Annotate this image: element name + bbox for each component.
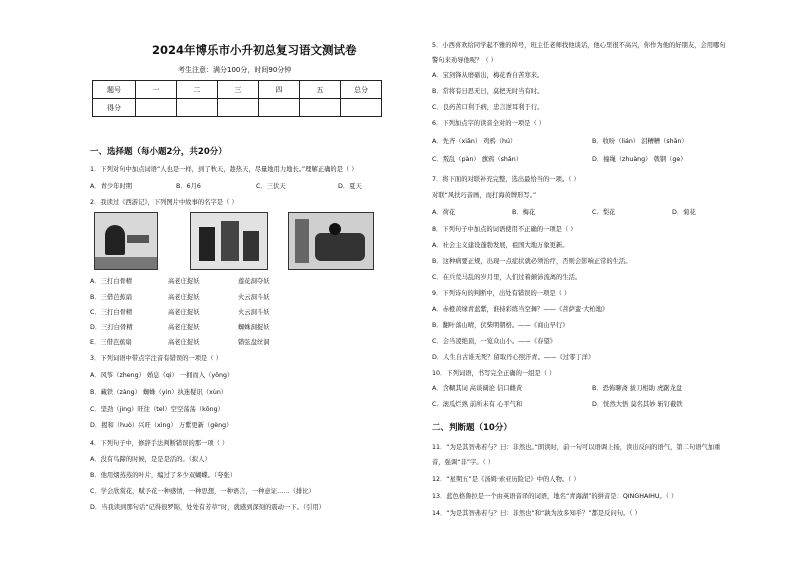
q10-stem: 10．下列词语，书写完全正确的一组是（ ） bbox=[432, 370, 556, 377]
illustration-3 bbox=[288, 212, 374, 270]
q7-option: B．梅花 bbox=[512, 209, 536, 216]
score-header-cell: 题号 bbox=[93, 81, 136, 99]
score-header-row bbox=[93, 81, 382, 99]
judge-item: 音，强调“非”字。（ ） bbox=[432, 459, 495, 466]
q2-stem: 2．我读过《西游记》，下列图片中故事的名字是（ ） bbox=[90, 199, 238, 206]
q10-option: D．恍然大悟 莫名其妙 斩钉截铁 bbox=[592, 401, 683, 408]
judge-item: 13．蓝色格鲁拉是一个由英语音译的词语，地名“青海湖”的拼音是：QINGHAIHU。（ ） bbox=[432, 493, 678, 500]
judge-item: 12．“星期五”是《汤姆·索亚历险记》中的人物。（ ） bbox=[432, 476, 580, 483]
q4-option: B．他用烟蒸蒸的叶片，编过了多少双蝴蝶。（夸张） bbox=[90, 472, 236, 479]
judge-item: 11．“为是其智弗若与？曰：非然也。”朗读时，前一句可以语调上扬，读出反问的语气，第二句语气加重 bbox=[432, 444, 721, 451]
score-input-cell[interactable] bbox=[341, 99, 382, 117]
q1-option: A．青少年时期 bbox=[90, 183, 133, 190]
judge-item: 14．“为是其智弗若与？曰：非然也”和“孰为汝多知乎？”都是反问句。（ ） bbox=[432, 510, 641, 517]
q2-option: 火云洞斗妖 bbox=[238, 309, 270, 316]
q9-option: C．会当凌绝顶，一览众山小。——《春望》 bbox=[432, 338, 557, 345]
page-title: 2024年博乐市小升初总复习语文测试卷 bbox=[152, 43, 357, 57]
q5-option: B．常将有日思无日，莫把无时当有时。 bbox=[432, 88, 544, 95]
score-header-cell: 四 bbox=[259, 81, 300, 99]
q9-option: A．赤橙黄绿青蓝紫，谁持彩练当空舞？——《菩萨蛮·大柏地》 bbox=[432, 306, 609, 313]
q1-stem: 1．下列对句中加点词语“人也是一样，到了秋天，趁热天，尽量地用力地长。”理解正确的是（ ） bbox=[90, 166, 358, 173]
exam-notice: 考生注意：满分100分，时间90分钟 bbox=[178, 66, 292, 74]
score-input-cell[interactable] bbox=[177, 99, 218, 117]
q2-option: 高老庄捉妖 bbox=[168, 309, 200, 316]
score-input-cell[interactable] bbox=[218, 99, 259, 117]
q6-option: D．撞绳（zhuàng） 戟钢（ge） bbox=[592, 156, 687, 163]
q5-option: C．良药苦口利于病，忠言逆耳利于行。 bbox=[432, 104, 544, 111]
illustration-2 bbox=[190, 212, 268, 270]
q5-stem: 5．小西喜欢给同学起不雅的绰号，班主任老师找他谈话，他心里很不高兴，你作为他的好朋友，会用哪句 bbox=[432, 42, 726, 49]
score-input-cell[interactable] bbox=[259, 99, 300, 117]
q3-option: A．风筝（zheng） 婚息（qi） 一拥而入（yōng） bbox=[90, 372, 234, 379]
score-input-cell[interactable] bbox=[136, 99, 177, 117]
q2-option: 高老庄捉妖 bbox=[168, 324, 200, 331]
q10-option: B．恐怖聊斋 拔刀相助 虎踞龙盘 bbox=[592, 385, 683, 392]
score-row-label: 得分 bbox=[93, 99, 136, 117]
q10-option: C．滚瓜烂熟 前所未有 心平气和 bbox=[432, 401, 523, 408]
q4-option: D．当我读到那句话“记得很罗锦，处处有芳草”时，就感到深刻的震动一下。（引用） bbox=[90, 504, 325, 511]
q1-option: B．6月6 bbox=[176, 183, 201, 190]
q8-option: B．这种病要正规，出现一点症状就必须治疗，否则会影响正常的生活。 bbox=[432, 258, 632, 265]
q3-option: B．藏铁（zàng） 蜘蛛（yin）执迷疑讯（xùn） bbox=[90, 389, 228, 396]
q9-stem: 9．下列诗句的判断中，出处有错误的一项是（ ） bbox=[432, 290, 571, 297]
score-header-cell: 二 bbox=[177, 81, 218, 99]
q7-stem: 7．将下面的对联补充完整，选出最恰当的一项。（ ） bbox=[432, 176, 580, 183]
q1-option: C．三伏天 bbox=[256, 183, 286, 190]
q7-option: D．菊花 bbox=[672, 209, 696, 216]
q2-option: 蜘蛛洞捉妖 bbox=[238, 324, 270, 331]
q6-option: B．收吩（lián） 泪糟糟（shān） bbox=[592, 138, 688, 145]
q5-option: A．宝剑锋从磨砺出，梅花香自苦寒来。 bbox=[432, 72, 544, 79]
q2-option: 高老庄捉妖 bbox=[168, 278, 200, 285]
q8-option: C．在兵荒马乱的岁月里，人们过着颠沛流离的生活。 bbox=[432, 274, 582, 281]
q6-stem: 6．下列加点字的读音全对的一项是（ ） bbox=[432, 120, 546, 127]
q7-stem-line2: 对联“风扶巧音画，而打海黄牌形写。” bbox=[432, 192, 537, 199]
q3-stem: 3．下列词语中带点字注音有错误的一项是（ ） bbox=[90, 355, 222, 362]
q2-option: 高老庄捉妖 bbox=[168, 294, 200, 301]
q2-option: A．三打白骨精 bbox=[90, 278, 133, 285]
q4-stem: 4．下列句子中，修辞手法判断错误的那一项（ ） bbox=[90, 440, 229, 447]
score-header-cell: 五 bbox=[300, 81, 341, 99]
section2-title: 二、判断题（10分） bbox=[432, 423, 512, 433]
score-header-cell: 一 bbox=[136, 81, 177, 99]
q5-stem-line2: 警句来劝导他呢？（ ） bbox=[432, 57, 497, 64]
q9-option: D．人生自古谁无死？留取丹心照汗青。——《过零丁洋》 bbox=[432, 354, 595, 361]
score-header-cell: 总分 bbox=[341, 81, 382, 99]
q2-option: D．三打白骨精 bbox=[90, 324, 133, 331]
q2-option: C．三打白骨精 bbox=[90, 309, 133, 316]
q2-option: 错弦盘丝洞 bbox=[238, 339, 270, 346]
q2-option: B．三借芭蕉扇 bbox=[90, 294, 133, 301]
q2-option: 高老庄捉妖 bbox=[168, 339, 200, 346]
score-table bbox=[92, 80, 382, 117]
q3-option: C．坚劲（jing）旺往（tel）空空荡荡（kōng） bbox=[90, 406, 224, 413]
q7-option: A．荷花 bbox=[432, 209, 456, 216]
q7-option: C．梨花 bbox=[592, 209, 616, 216]
q10-option: A．含糊其词 高谈阔论 信口雌黄 bbox=[432, 385, 523, 392]
q8-stem: 8．下列句子中加点的词语使用不正确的一项是（ ） bbox=[432, 226, 577, 233]
q4-option: A．没有鸟蹄的时候，是是是活的。（拟人） bbox=[90, 456, 211, 463]
q9-option: B．翻叶落山晴，伏柴明朝格。——《商山早行》 bbox=[432, 322, 569, 329]
q8-option: A．社会主义建设蓬勃发展，祖国大地万象更新。 bbox=[432, 242, 569, 249]
score-header-cell: 三 bbox=[218, 81, 259, 99]
q2-option: 莲花洞夺妖 bbox=[238, 278, 270, 285]
q2-option: E．三借芭蕉扇 bbox=[90, 339, 132, 346]
q6-option: C．叛乱（pàn） 旗鸦（shǎn） bbox=[432, 156, 523, 163]
q2-option: 火云洞斗妖 bbox=[238, 294, 270, 301]
q1-option: D．夏天 bbox=[338, 183, 362, 190]
score-input-row bbox=[93, 99, 382, 117]
q3-option: D．揭和（huò）兴旺（xìng） 万紫更新（gèng） bbox=[90, 422, 233, 429]
section1-title: 一、选择题（每小题2分，共20分） bbox=[90, 147, 227, 157]
q4-option: C．学会欣赏花，赋予花一种感情，一种思想，一种语言，一种意证……（排比） bbox=[90, 488, 315, 495]
illustration-1 bbox=[94, 212, 158, 270]
score-input-cell[interactable] bbox=[300, 99, 341, 117]
q6-option: A．先齐（xiǎn） 鸡鸦（hú） bbox=[432, 138, 517, 145]
